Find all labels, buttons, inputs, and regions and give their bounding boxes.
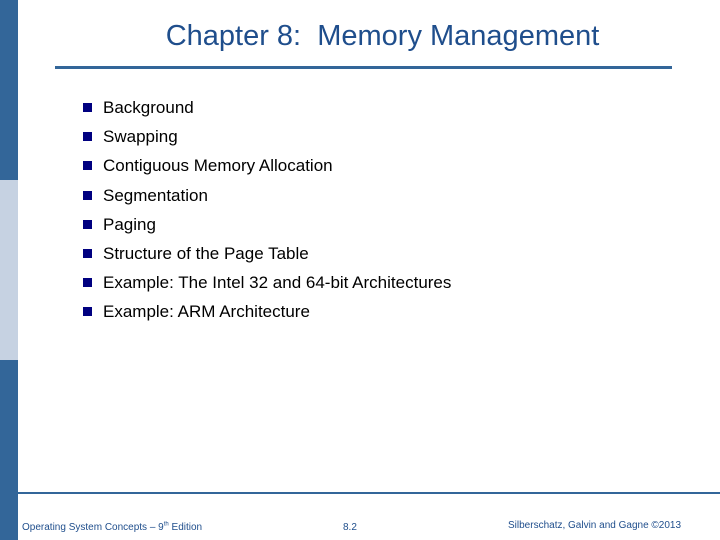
- bullet-text: Contiguous Memory Allocation: [103, 156, 333, 176]
- bullet-text: Example: ARM Architecture: [103, 302, 310, 322]
- footer-course-suffix: Edition: [168, 522, 203, 533]
- footer-page-number: 8.2: [343, 522, 357, 533]
- bullet-text: Example: The Intel 32 and 64-bit Architectures: [103, 273, 452, 293]
- footer-copyright: Silberschatz, Galvin and Gagne ©2013: [508, 520, 682, 531]
- bullet-text: Background: [103, 98, 194, 117]
- square-bullet-icon: [83, 161, 92, 170]
- bullet-text: Structure of the Page Table: [103, 243, 309, 263]
- title-divider: [55, 66, 672, 69]
- square-bullet-icon: [83, 220, 92, 229]
- square-bullet-icon: [83, 103, 92, 112]
- square-bullet-icon: [83, 132, 92, 141]
- footer-divider: [18, 492, 720, 494]
- bullet-text: Segmentation: [103, 185, 208, 205]
- footer-course-title: [22, 522, 202, 533]
- square-bullet-icon: [83, 278, 92, 287]
- bullet-text: Swapping: [103, 127, 178, 147]
- slide-title: Chapter 8: Memory Management: [165, 20, 600, 52]
- bullet-text: Paging: [103, 214, 156, 234]
- footer-course-superscript: th: [163, 521, 169, 528]
- square-bullet-icon: [83, 307, 92, 316]
- sidebar-highlight: [0, 180, 18, 360]
- square-bullet-icon: [83, 249, 92, 258]
- footer-course-prefix: Operating System Concepts – 9: [22, 522, 164, 533]
- square-bullet-icon: [83, 191, 92, 200]
